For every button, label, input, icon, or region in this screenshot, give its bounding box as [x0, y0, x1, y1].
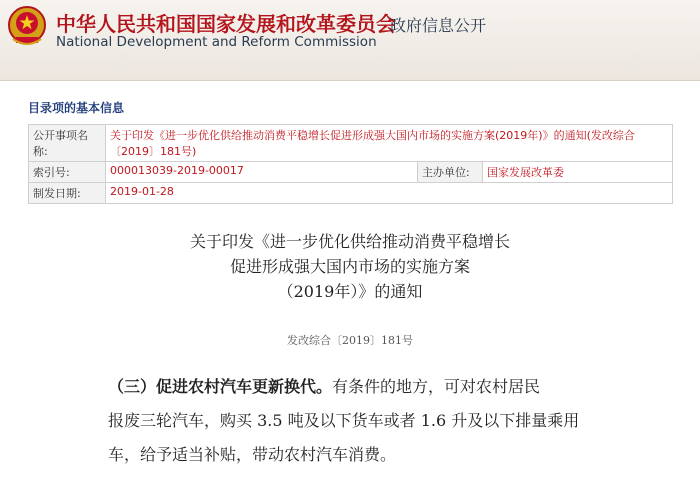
date-label: 制发日期: — [29, 183, 106, 204]
table-row — [29, 183, 673, 204]
date-value: 2019-01-28 — [106, 183, 673, 204]
org-name-en[interactable]: National Development and Reform Commission — [56, 34, 377, 50]
table-row — [29, 125, 673, 162]
paragraph-line-2: 报废三轮汽车，购买 3.5 吨及以下货车或者 1.6 升及以下排量乘用 — [108, 411, 580, 430]
issuer-value: 国家发展改革委 — [483, 162, 673, 183]
document-title-line-3: （2019年）》的通知 — [277, 282, 423, 301]
catalog-section-title: 目录项的基本信息 — [28, 101, 125, 115]
public-item-label: 公开事项名称: — [29, 125, 106, 162]
document-title-line-1: 关于印发《进一步优化供给推动消费平稳增长 — [189, 232, 510, 251]
section-link-gov-info[interactable]: 政府信息公开 — [390, 16, 487, 35]
paragraph-line-1 — [108, 370, 628, 404]
paragraph-line-3: 车，给予适当补贴，带动农村汽车消费。 — [108, 445, 397, 464]
org-name-cn[interactable]: 中华人民共和国国家发展和改革委员会 — [56, 12, 396, 36]
site-header — [0, 0, 700, 81]
document-number: 发改综合〔2019〕181号 — [287, 334, 413, 347]
document-title-line-2: 促进形成强大国内市场的实施方案 — [229, 257, 470, 276]
paragraph-line-1-rest: 有条件的地方，可对农村居民 — [332, 377, 541, 396]
catalog-info-table — [28, 124, 673, 204]
public-item-value: 关于印发《进一步优化供给推动消费平稳增长促进形成强大国内市场的实施方案(2019年)》的通知(发改综合〔2019〕181号) — [106, 125, 673, 162]
document-title — [120, 229, 580, 304]
national-emblem-icon — [7, 5, 47, 47]
index-no-value: 000013039-2019-00017 — [106, 162, 418, 183]
paragraph-lead: （三）促进农村汽车更新换代。 — [108, 377, 333, 396]
index-no-label: 索引号: — [29, 162, 106, 183]
document-paragraph — [108, 370, 628, 472]
table-row — [29, 162, 673, 183]
issuer-label: 主办单位: — [418, 162, 483, 183]
